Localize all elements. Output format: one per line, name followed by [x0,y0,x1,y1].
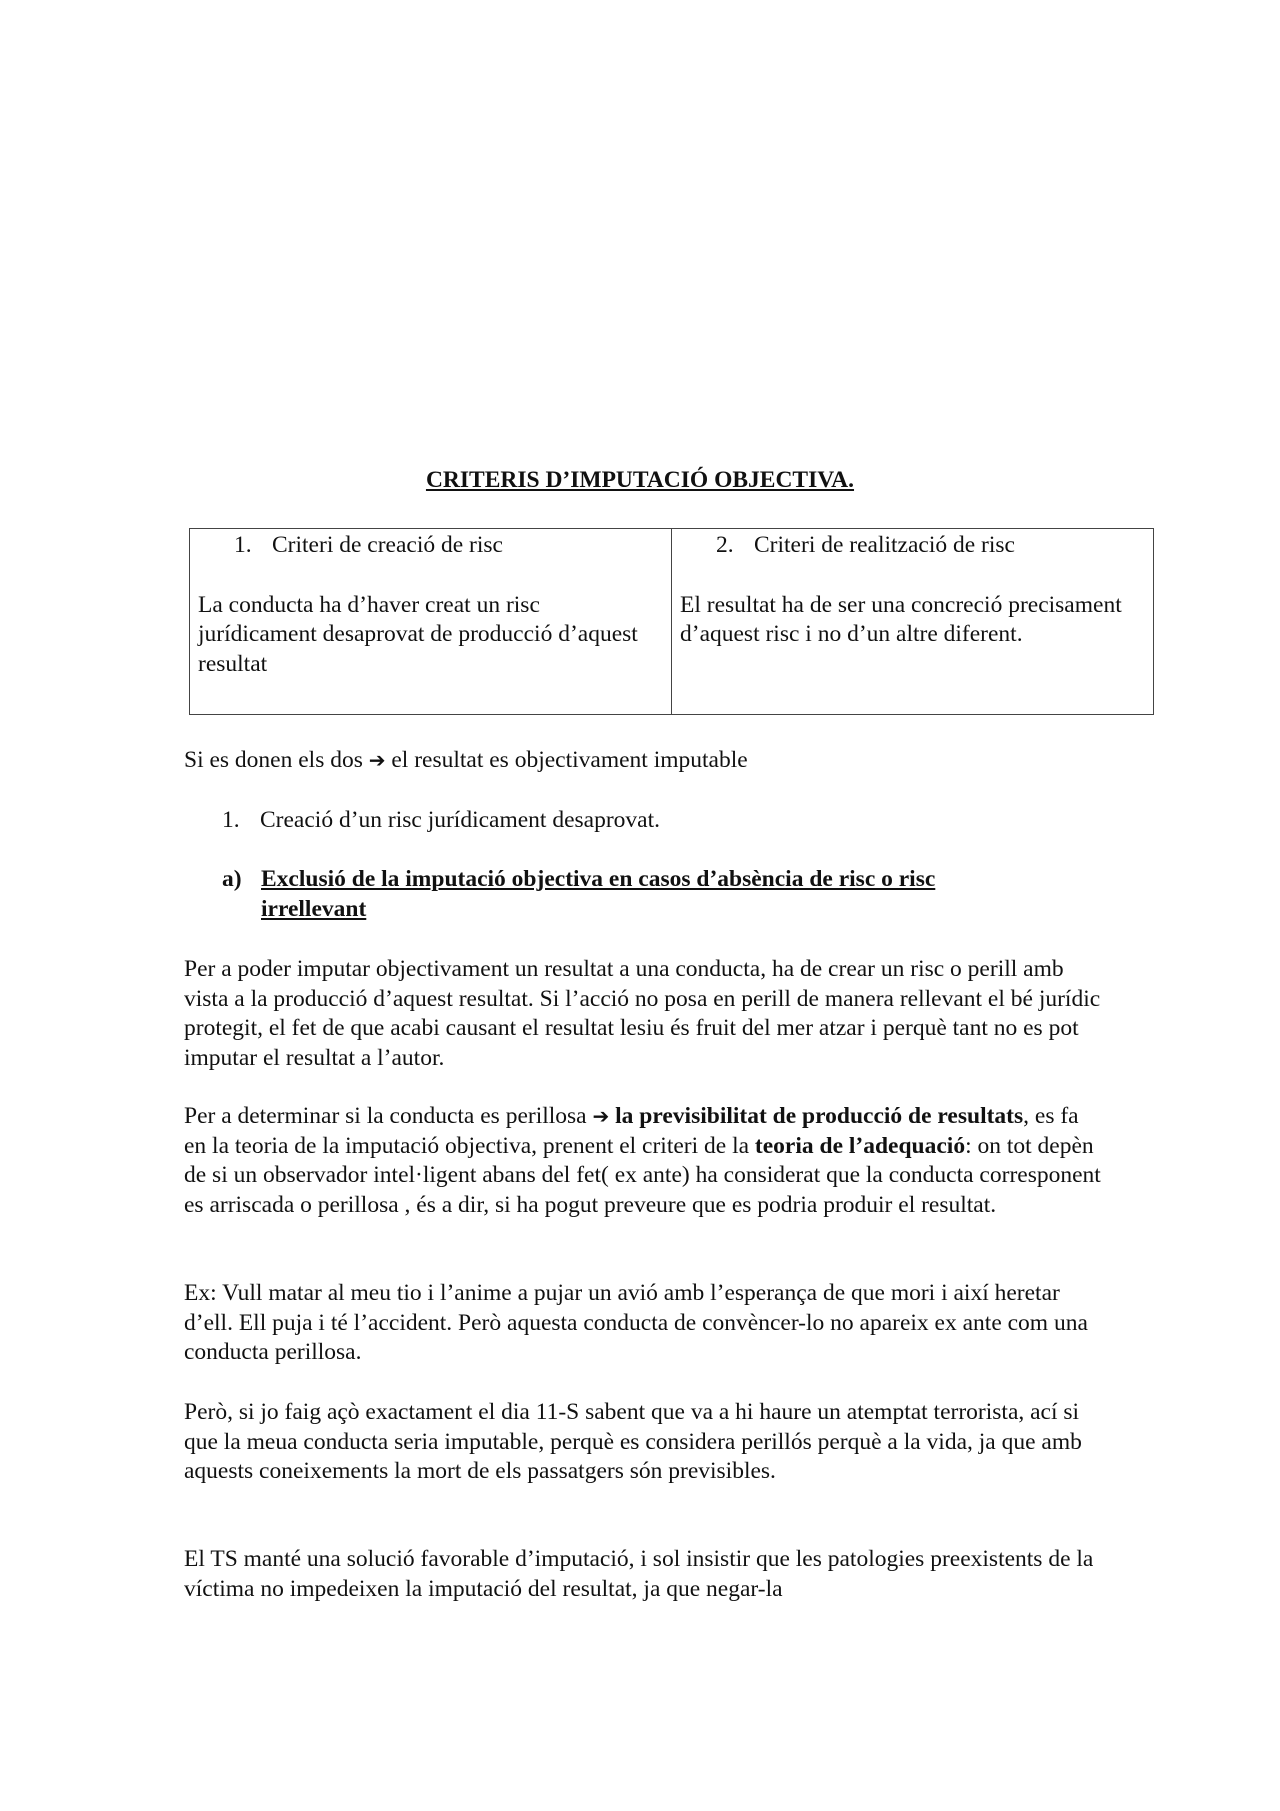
criteria-cell-risk-creation [190,529,672,715]
paragraph-2-part-1: Per a determinar si la conducta es perillosa [184,1103,587,1129]
criteria-text-2: El resultat ha de ser una concreció precisament d’aquest risc i no d’un altre diferent. [680,591,1122,647]
arrow-right-icon: ➔ [368,748,386,772]
section-heading-marker: a) [222,866,242,892]
criteria-heading-1 [198,531,663,561]
criteria-number-2: 2. [716,532,734,558]
criteria-number-1: 1. [234,532,252,558]
section-heading-text: Exclusió de la imputació objectiva en casos d’absència de risc o risc irrellevant [261,866,936,922]
paragraph-2-bold-1: la previsibilitat de producció de resultats [615,1103,1024,1129]
list-item-number: 1. [222,807,240,833]
paragraph-2-bold-2: teoria de l’adequació [754,1132,966,1159]
section-heading-a [222,865,1042,924]
criteria-text-1: La conducta ha d’haver creat un risc jurídicament desaprovat de producció d’aquest resultat [198,591,638,677]
criteria-cell-risk-realization [672,529,1154,715]
criteria-table [189,528,1154,715]
criteria-heading-2 [680,531,1145,561]
paragraph-2 [184,1102,1104,1220]
summary-after: el resultat es objectivament imputable [391,747,748,773]
list-item [222,806,1142,836]
list-item-text: Creació d’un risc jurídicament desaprovat. [260,807,661,833]
arrow-right-icon: ➔ [592,1104,610,1128]
criteria-heading-text-1: Criteri de creació de risc [272,532,503,558]
summary-line [184,746,1104,776]
paragraph-2-part-2: , es fa en la teoria de la imputació objectiva, prenent el criteri de la [184,1103,1079,1159]
paragraph-3: Ex: Vull matar al meu tio i l’anime a pujar un avió amb l’esperança de que mori i així heretar d’ell. Ell puja i té l’accident. Però aquesta conducta de convèncer-lo no apareix ex ante com una conducta perillosa. [184,1280,1088,1365]
paragraph-5: El TS manté una solució favorable d’imputació, i sol insistir que les patologies preexistents de la víctima no impedeixen la imputació del resultat, ja que negar-la [184,1546,1094,1602]
paragraph-4: Però, si jo faig açò exactament el dia 11-S sabent que va a hi haure un atemptat terrorista, ací si que la meua conducta seria imputable, perquè es considera perillós perquè a la vida, ja que amb aquests coneixements la mort de els passatgers són previsibles. [184,1399,1082,1484]
summary-before: Si es donen els dos [184,747,363,773]
paragraph-1: Per a poder imputar objectivament un resultat a una conducta, ha de crear un risc o perill amb vista a la producció d’aquest resultat. Si l’acció no posa en perill de manera rellevant el bé jurídic protegit, el fet de que acabi causant el resultat lesiu és fruit del mer atzar i perquè tant no es pot imputar el resultat a l’autor. [184,956,1101,1071]
criteria-heading-text-2: Criteri de realització de risc [754,532,1015,558]
paragraph-2-part-3: : on tot depèn de si un observador intel·ligent abans del fet( ex ante) ha considerat que la conducta corresponent es arriscada o perillosa , és a dir, si ha pogut preveure que es podria produir el resultat. [184,1132,1101,1218]
page-title: CRITERIS D’IMPUTACIÓ OBJECTIVA. [425,467,855,493]
